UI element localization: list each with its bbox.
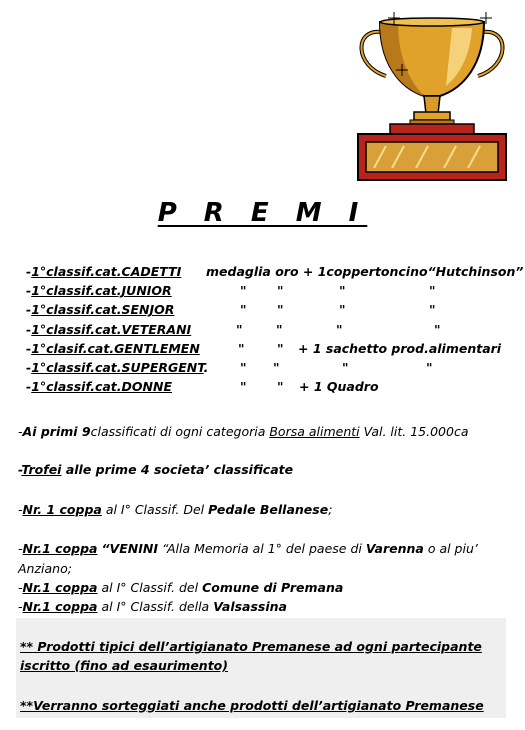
prize-row-cadetti	[26, 264, 524, 283]
notes-box	[16, 618, 506, 718]
ditto-mark: "	[336, 321, 343, 337]
prize-category: -1°classif.cat.SENJOR	[26, 302, 175, 318]
prize-list	[26, 264, 524, 398]
ditto-mark: "	[339, 302, 346, 318]
note-prodotti-tipici: ** Prodotti tipici dell’artigianato Premanese ad ogni partecipante	[20, 639, 482, 654]
ditto-mark: "	[240, 283, 247, 299]
line-primi-classificati: -Ai primi 9classificati di ogni categoria Borsa alimenti Val. lit. 15.000ca	[18, 424, 469, 439]
prize-row-veterani	[26, 322, 516, 341]
ditto-mark: "	[277, 302, 284, 318]
trophy-icon	[352, 12, 512, 184]
note-iscritto: iscritto (fino ad esaurimento)	[20, 658, 228, 673]
prize-category: -1°classif.cat.SUPERGENT.	[26, 359, 209, 375]
ditto-mark: "	[240, 302, 247, 318]
prize-category: -1°classif.cat.VETERANI	[26, 321, 192, 337]
prize-description: medaglia oro + 1coppertoncino“Hutchinson”	[206, 264, 524, 279]
prize-category: -1°classif.cat.JUNIOR	[26, 283, 172, 299]
ditto-mark: "	[429, 283, 436, 299]
ditto-mark: "	[277, 379, 284, 395]
prize-row-gentlemen	[26, 341, 516, 360]
ditto-mark: "	[277, 340, 284, 356]
ditto-mark: "	[429, 302, 436, 318]
ditto-mark: "	[426, 359, 433, 375]
ditto-mark: "	[342, 359, 349, 375]
ditto-mark: "	[273, 359, 280, 375]
prize-category: -1°classif.cat.DONNE	[26, 379, 172, 395]
ditto-mark: "	[277, 283, 284, 299]
line-coppa-premana: -Nr.1 coppa al I° Classif. del Comune di Premana	[18, 580, 344, 595]
prize-row-junior	[26, 283, 516, 302]
ditto-mark: "	[238, 340, 245, 356]
page-title: P R E M I	[157, 198, 368, 228]
line-coppa-venini-cont: Anziano;	[18, 561, 72, 576]
ditto-mark: "	[276, 321, 283, 337]
ditto-mark: "	[339, 283, 346, 299]
ditto-mark: "	[236, 321, 243, 337]
line-trofei: -Trofei alle prime 4 societa’ classificate	[18, 462, 294, 477]
prize-row-supergent	[26, 360, 516, 379]
prize-row-senjor	[26, 302, 516, 321]
prize-description: + 1 Quadro	[299, 379, 379, 395]
ditto-mark: "	[240, 359, 247, 375]
line-coppa-valsassina: -Nr.1 coppa al I° Classif. della Valsassina	[18, 599, 287, 614]
note-sorteggio: **Verranno sorteggiati anche prodotti dell’artigianato Premanese	[20, 698, 484, 713]
line-coppa-venini: -Nr.1 coppa “VENINI “Alla Memoria al 1° del paese di Varenna o al piu’	[18, 541, 478, 556]
prize-description: + 1 sachetto prod.alimentari	[298, 340, 502, 356]
prize-category: -1°classif.cat.CADETTI	[26, 264, 182, 279]
prize-row-donne	[26, 379, 516, 398]
ditto-mark: "	[240, 379, 247, 395]
ditto-mark: "	[434, 321, 441, 337]
line-coppa-pedale-bellanese: -Nr. 1 coppa al I° Classif. Del Pedale Bellanese;	[18, 502, 333, 517]
prize-category: -1°clasif.cat.GENTLEMEN	[26, 340, 200, 356]
